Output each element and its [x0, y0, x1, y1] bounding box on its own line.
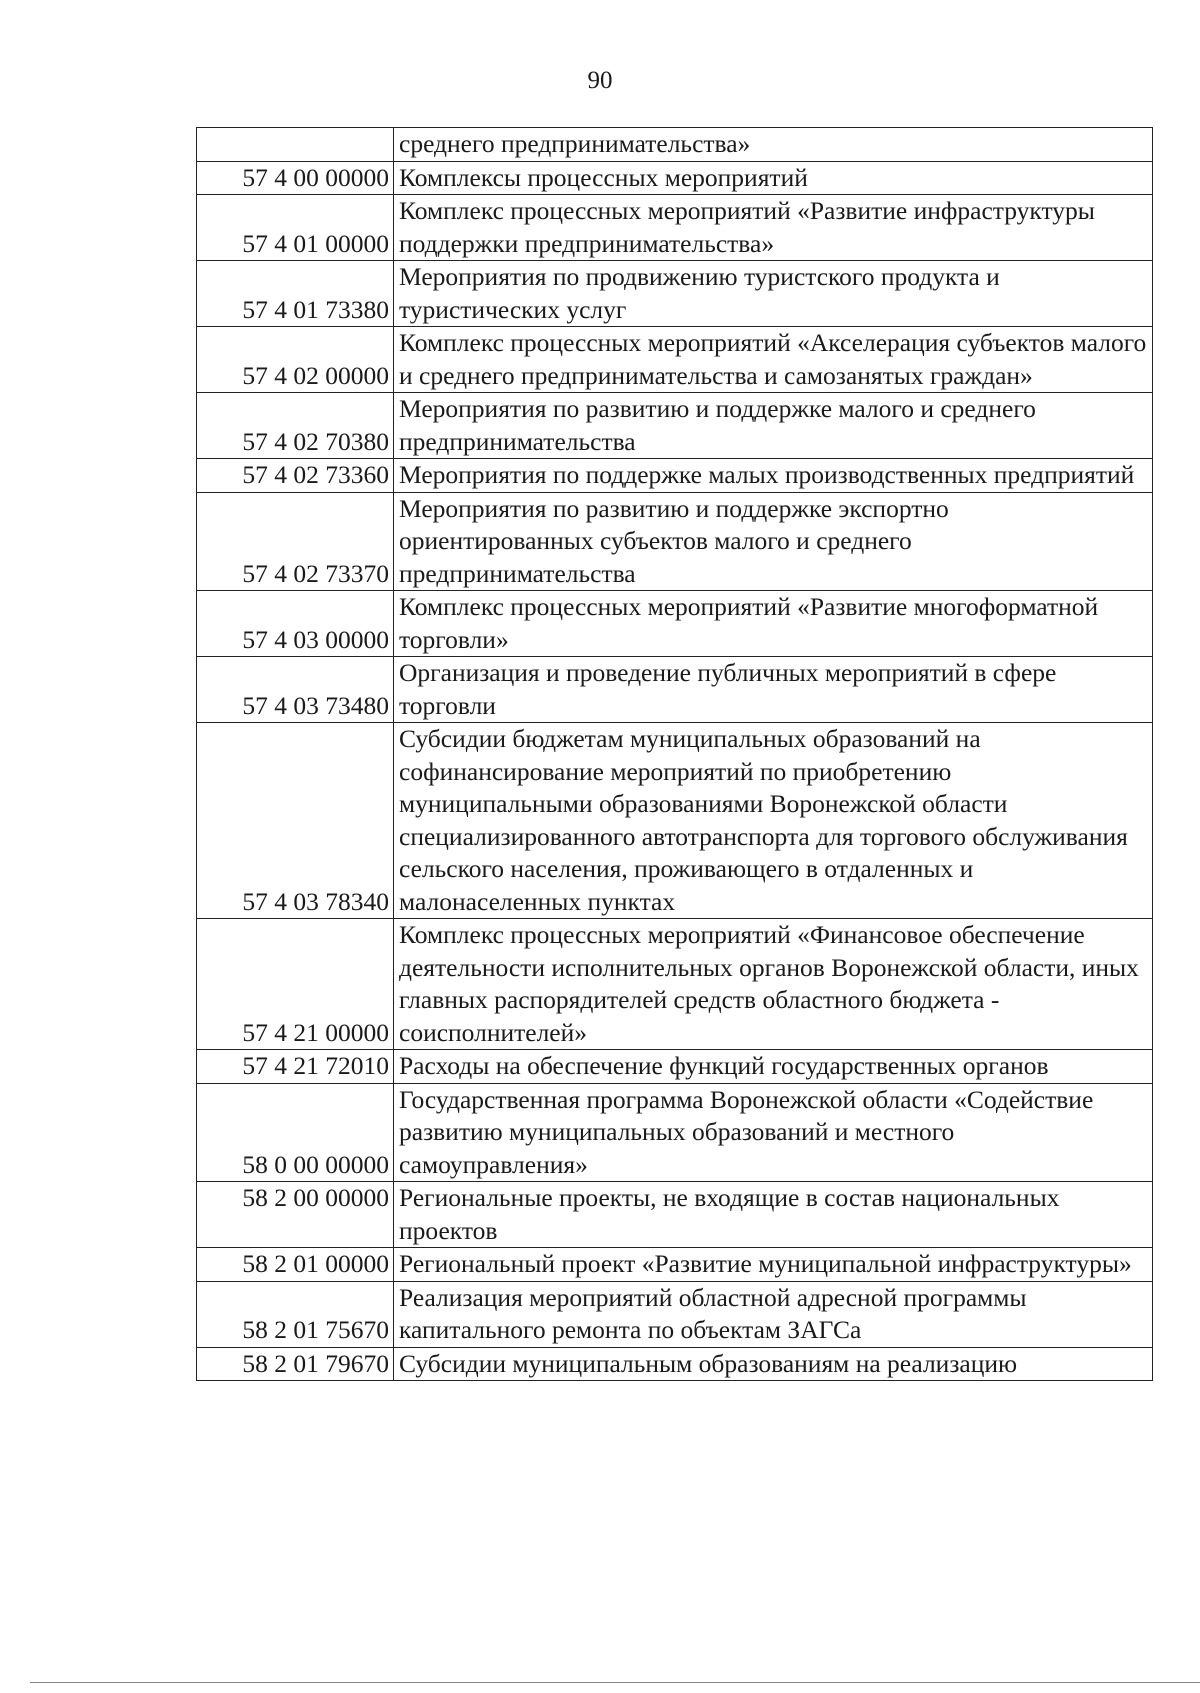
table-row [197, 657, 1153, 723]
code-cell [197, 128, 394, 162]
table-row [197, 1347, 1153, 1381]
name-cell: Мероприятия по продвижению туристского продукта и туристических услуг [394, 261, 1153, 327]
code-cell: 57 4 00 00000 [197, 161, 394, 195]
table-row [197, 393, 1153, 459]
name-cell: Комплексы процессных мероприятий [394, 161, 1153, 195]
name-cell: Региональные проекты, не входящие в состав национальных проектов [394, 1182, 1153, 1248]
name-cell: Мероприятия по поддержке малых производственных предприятий [394, 459, 1153, 493]
name-cell: Организация и проведение публичных мероприятий в сфере торговли [394, 657, 1153, 723]
name-cell: Комплекс процессных мероприятий «Развитие многоформатной торговли» [394, 591, 1153, 657]
name-cell: Реализация мероприятий областной адресной программы капитального ремонта по объектам ЗАГСа [394, 1281, 1153, 1347]
name-cell: среднего предпринимательства» [394, 128, 1153, 162]
table-row [197, 327, 1153, 393]
table-row [197, 195, 1153, 261]
name-cell: Комплекс процессных мероприятий «Финансовое обеспечение деятельности исполнительных органов Воронежской области, иных главных распорядителей средств областного бюджета - соисполнителей» [394, 919, 1153, 1050]
table-row [197, 459, 1153, 493]
name-cell: Комплекс процессных мероприятий «Развитие инфраструктуры поддержки предпринимательства» [394, 195, 1153, 261]
name-cell: Расходы на обеспечение функций государственных органов [394, 1050, 1153, 1084]
code-cell: 58 2 01 75670 [197, 1281, 394, 1347]
name-cell: Субсидии бюджетам муниципальных образований на софинансирование мероприятий по приобретению муниципальными образованиями Воронежской области специализированного автотранспорта для торгового обслуживания сельского населения, проживающего в отдаленных и малонаселенных пунктах [394, 723, 1153, 919]
table-row [197, 261, 1153, 327]
table-row [197, 1248, 1153, 1282]
code-cell: 57 4 21 72010 [197, 1050, 394, 1084]
code-cell: 57 4 02 73360 [197, 459, 394, 493]
name-cell: Государственная программа Воронежской области «Содействие развитию муниципальных образований и местного самоуправления» [394, 1083, 1153, 1182]
name-cell: Региональный проект «Развитие муниципальной инфраструктуры» [394, 1248, 1153, 1282]
budget-classification-table [196, 127, 1153, 1381]
name-cell: Мероприятия по развитию и поддержке экспортно ориентированных субъектов малого и среднего предпринимательства [394, 492, 1153, 591]
code-cell: 57 4 03 73480 [197, 657, 394, 723]
code-cell: 57 4 01 73380 [197, 261, 394, 327]
table-row [197, 128, 1153, 162]
table-row [197, 161, 1153, 195]
table-row [197, 492, 1153, 591]
code-cell: 57 4 01 00000 [197, 195, 394, 261]
code-cell: 57 4 02 70380 [197, 393, 394, 459]
code-cell: 58 0 00 00000 [197, 1083, 394, 1182]
code-cell: 57 4 21 00000 [197, 919, 394, 1050]
table-row [197, 591, 1153, 657]
page-number: 90 [587, 67, 613, 94]
code-cell: 58 2 01 00000 [197, 1248, 394, 1282]
table-row [197, 1281, 1153, 1347]
table-row [197, 723, 1153, 919]
name-cell: Комплекс процессных мероприятий «Акселерация субъектов малого и среднего предпринимательства и самозанятых граждан» [394, 327, 1153, 393]
code-cell: 57 4 02 00000 [197, 327, 394, 393]
code-cell: 57 4 02 73370 [197, 492, 394, 591]
table-row [197, 919, 1153, 1050]
code-cell: 58 2 00 00000 [197, 1182, 394, 1248]
name-cell: Субсидии муниципальным образованиям на реализацию [394, 1347, 1153, 1381]
table-row [197, 1083, 1153, 1182]
name-cell: Мероприятия по развитию и поддержке малого и среднего предпринимательства [394, 393, 1153, 459]
code-cell: 57 4 03 78340 [197, 723, 394, 919]
scan-edge-line [30, 1682, 1200, 1683]
code-cell: 57 4 03 00000 [197, 591, 394, 657]
table-row [197, 1050, 1153, 1084]
code-cell: 58 2 01 79670 [197, 1347, 394, 1381]
table-row [197, 1182, 1153, 1248]
